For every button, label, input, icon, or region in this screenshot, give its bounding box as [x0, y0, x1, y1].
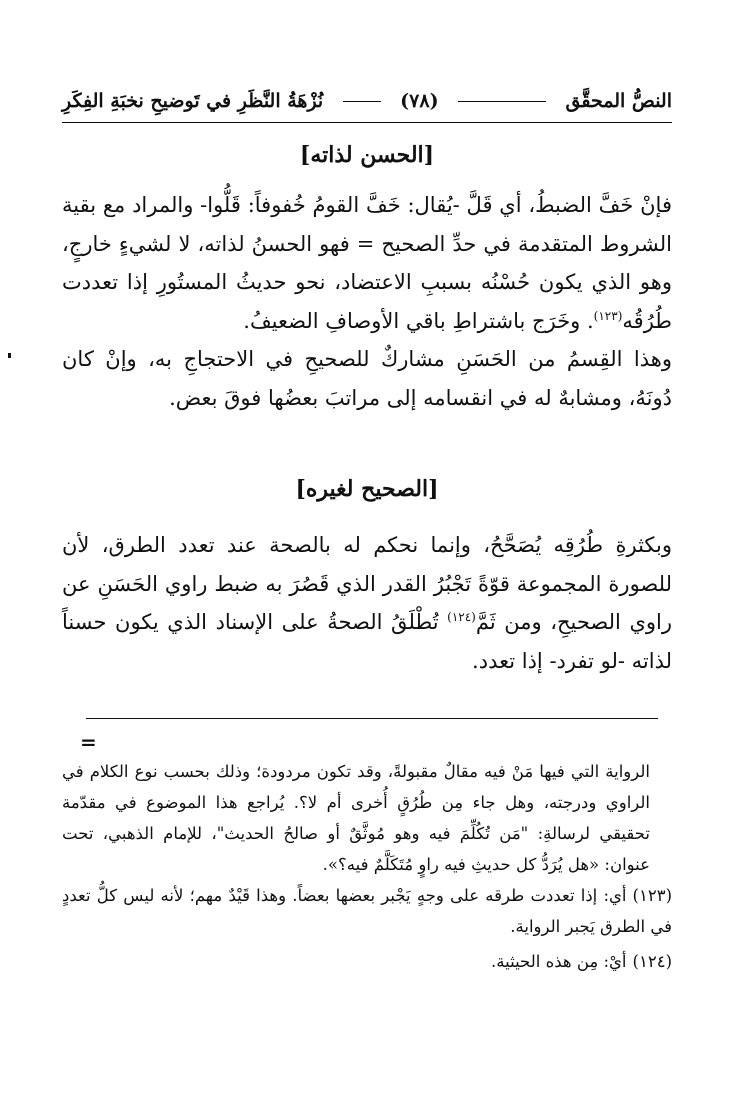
footnote-continuation: الرواية التي فيها مَنْ فيه مقالٌ مقبولةً، وقد تكون مردودة؛ وذلك بحسب نوع الكلام في الراوي ودرجته، وهل جاء مِن طُرُقٍ أُخرى أم لا؟. يُراجع هذا الموضوع في مقدّمة تحقيقي لرسالةِ: "مَن تُكُلِّمَ فيه وهو مُوثَّقٌ أو صالحُ الحديث"، للإمام الذهبي، تحت عنوان: «هل يُرَدُّ كل حديثِ فيه راوٍ مُتَكَلَّمٌ فيه؟».: [62, 762, 650, 874]
footnote-separator: [86, 718, 658, 719]
scan-mark: [8, 353, 11, 358]
footnote-continuation-mark: =: [80, 730, 97, 754]
running-header: [62, 84, 672, 118]
footnote-ref: (١٢٣): [593, 308, 623, 323]
section-body-sahih: [62, 526, 672, 680]
section-body-hasan: [62, 186, 672, 417]
header-page-number: (٧٨): [400, 90, 439, 112]
header-rule-segment: [343, 101, 381, 102]
header-rule-segment: [458, 101, 546, 102]
header-underline: [62, 122, 672, 123]
footnote-ref: (١٢٤): [447, 610, 476, 624]
footnotes: [62, 756, 672, 977]
section-heading-sahih-lighayrihi: [الصحيح لغيره]: [295, 476, 439, 502]
footnote-text: أيْ: مِن هذه الحيثية.: [491, 952, 627, 971]
paragraph: [62, 526, 672, 680]
header-section-title: النصُّ المحقَّق: [565, 90, 672, 112]
paragraph-text: وبكثرةِ طُرُقِه يُصَحَّحُ، وإنما نحكم له بالصحة عند تعدد الطرق، لأن للصورة المجموعة قوّةً تَجْبُرُ القدر الذي قَصُرَ به ضبط راوي الحَسَنِ عن راوي الصحيحِ، ومن ثَمَّ: [62, 533, 672, 634]
footnote-item: [62, 880, 672, 942]
section-heading-hasan-lidhatihi: [الحسن لذاته]: [299, 142, 435, 168]
footnote-number: (١٢٤): [632, 952, 672, 971]
footnote-number: (١٢٣): [632, 886, 672, 905]
footnote-item: [62, 946, 672, 977]
paragraph-text: تُطْلَقُ الصحةُ على الإسناد الذي يكون حسناً لذاته -لو تفرد- إذا تعدد.: [62, 610, 672, 673]
paragraph-text: . وخَرَج باشتراطِ باقي الأوصافِ الضعيفُ.: [243, 308, 594, 333]
paragraph: وهذا القِسمُ من الحَسَنِ مشاركٌ للصحيحِ في الاحتجاجِ به، وإنْ كان دُونَهُ، ومشابهٌ له في انقسامه إلى مراتبَ بعضُها فوقَ بعض.: [62, 347, 672, 410]
header-book-title: نُزْهَةُ النَّظَرِ في تَوضيحِ نخبَةِ الفِكَرِ: [62, 90, 324, 112]
paragraph-text: فإنْ خَفَّ الضبطُ، أي قَلَّ -يُقال: خَفَّ القومُ خُفوفاً: قَلُّوا- والمراد مع بقية الشروط المتقدمة في حدِّ الصحيح = فهو الحسنُ لذاته، لا لشيءٍ خارجٍ، وهو الذي يكون حُسْنُه بسببِ الاعتضاد، نحو حديثُ المستُورِ إذا تعددت طُرُقُه: [62, 193, 672, 333]
footnote-text: أي: إذا تعددت طرقه على وجهٍ يَجْبر بعضها بعضاً. وهذا قَيْدٌ مهم؛ لأنه ليس كلُّ تعددٍ في الطرق يَجبر الرواية.: [62, 886, 672, 936]
paragraph: [62, 186, 672, 340]
